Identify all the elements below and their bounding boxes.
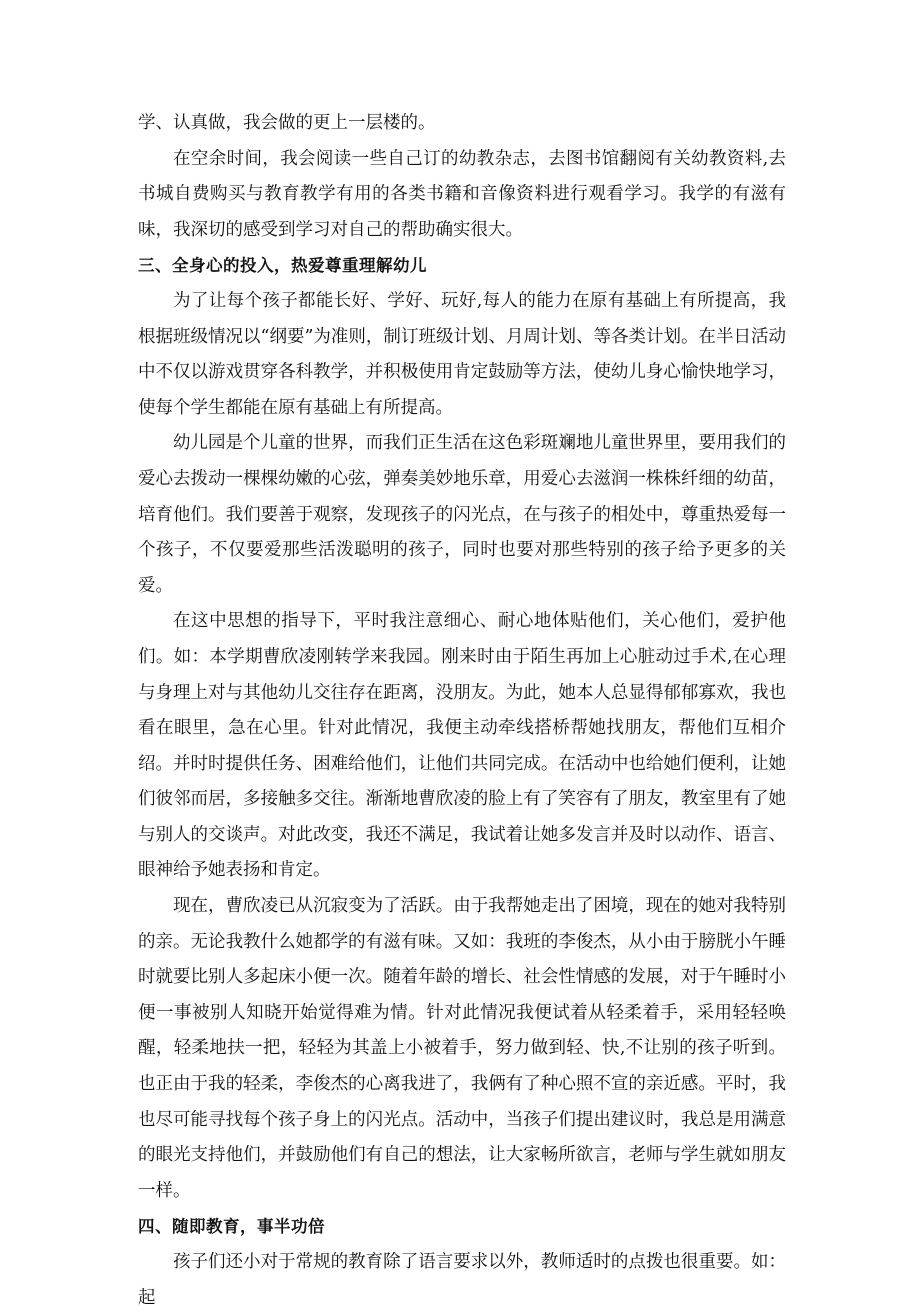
paragraph-example-lijunjie: 现在，曹欣凌已从沉寂变为了活跃。由于我帮她走出了困境，现在的她对我特别的亲。无论我教什么她都学的有滋有味。又如：我班的李俊杰，从小由于膀胱小午睡时就要比别人多起床小便一次。随着年龄的增长、社会性情感的发展，对于午睡时小便一事被别人知晓开始觉得难为情。针对此情况我便试着从轻柔着手，采用轻轻唤醒，轻柔地扶一把，轻轻为其盖上小被着手，努力做到轻、快,不让别的孩子听到。也正由于我的轻柔，李俊杰的心离我进了，我俩有了种心照不宣的亲近感。平时，我也尽可能寻找每个孩子身上的闪光点。活动中，当孩子们提出建议时，我总是用满意的眼光支持他们，并鼓励他们有自己的想法，让大家畅所欲言，老师与学生就如朋友一样。	[138, 896, 786, 1201]
paragraph-kindergarten-world: 幼儿园是个儿童的世界，而我们正生活在这色彩斑斓地儿童世界里，要用我们的爱心去拨动一棵棵幼嫩的心弦，弹奏美妙地乐章，用爱心去滋润一株株纤细的幼苗，培育他们。我们要善于观察，发现孩子的闪光点，在与孩子的相处中，尊重热爱每一个孩子，不仅要爱那些活泼聪明的孩子，同时也要对那些特别的孩子给予更多的关爱。	[138, 433, 786, 596]
paragraph-routine-education: 孩子们还小对于常规的教育除了语言要求以外，教师适时的点拨也很重要。如：起	[138, 1252, 786, 1308]
paragraph-planning: 为了让每个孩子都能长好、学好、玩好,每人的能力在原有基础上有所提高，我根据班级情况以“纲要”为准则，制订班级计划、月周计划、等各类计划。在半日活动中不仅以游戏贯穿各科教学，并积极使用肯定鼓励等方法，使幼儿身心愉快地学习，使每个学生都能在原有基础上有所提高。	[138, 290, 786, 418]
paragraph-example-caoxinling: 在这中思想的指导下，平时我注意细心、耐心地体贴他们，关心他们，爱护他们。如：本学期曹欣凌刚转学来我园。刚来时由于陌生再加上心脏动过手术,在心理与身理上对与其他幼儿交往存在距离，没朋友。为此，她本人总显得郁郁寡欢，我也看在眼里，急在心里。针对此情况，我便主动牵线搭桥帮她找朋友，帮他们互相介绍。并时时提供任务、困难给他们，让他们共同完成。在活动中也给她们便利，让她们彼邻而居，多接触多交往。渐渐地曹欣凌的脸上有了笑容有了朋友，教室里有了她与别人的交谈声。对此改变，我还不满足，我试着让她多发言并及时以动作、语言、眼神给予她表扬和肯定。	[138, 611, 786, 881]
section-heading-4: 四、随即教育，事半功倍	[138, 1217, 325, 1237]
section-heading-3: 三、全身心的投入，热爱尊重理解幼儿	[138, 256, 427, 276]
paragraph-continued: 学、认真做，我会做的更上一层楼的。	[138, 113, 436, 133]
paragraph-study: 在空余时间，我会阅读一些自己订的幼教杂志，去图书馆翻阅有关幼教资料,去书城自费购买与教育教学有用的各类书籍和音像资料进行观看学习。我学的有滋有味，我深切的感受到学习对自己的帮助确实很大。	[138, 148, 786, 240]
document-page	[138, 106, 786, 1316]
